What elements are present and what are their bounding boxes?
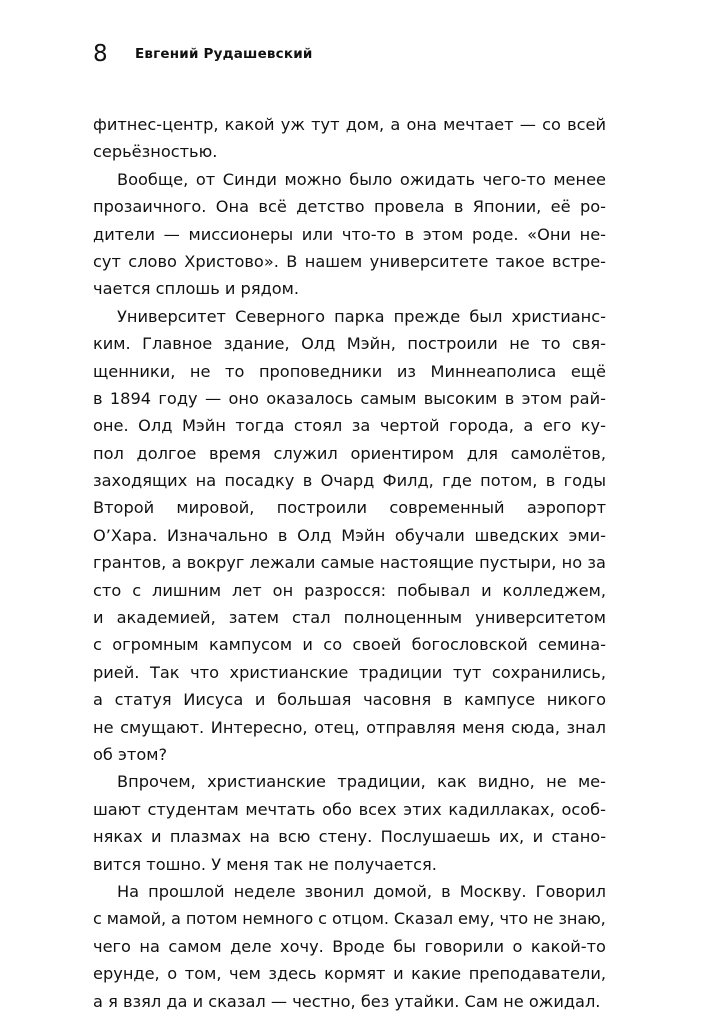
text-line: ерунде, о том, чем здесь кормят и какие преподаватели,: [93, 964, 606, 984]
text-line: об этом?: [93, 744, 168, 764]
text-line: оне. Олд Мэйн тогда стоял за чертой города, а его ку-: [93, 416, 606, 436]
paragraph-start-line: Впрочем, христианские традиции, как видно, не ме-: [117, 772, 606, 792]
running-header: [93, 40, 313, 68]
text-line: рией. Так что христианские традиции тут сохранились,: [93, 662, 606, 682]
text-line: няках и плазмах на всю стену. Послушаешь их, и стано-: [93, 827, 606, 847]
text-line: чего на самом деле хочу. Вроде бы говорили о какой-то: [93, 936, 606, 956]
text-line: в 1894 году — оно оказалось самым высоким в этом рай-: [93, 388, 606, 408]
body-text: [93, 111, 606, 1015]
text-line: чается сплошь и рядом.: [93, 279, 300, 299]
text-line: и академией, затем стал полноценным университетом: [93, 608, 606, 628]
text-line: шают студентам мечтать обо всех этих кадиллаках, особ-: [93, 799, 606, 819]
text-line: не смущают. Интересно, отец, отправляя меня сюда, знал: [93, 717, 606, 737]
text-line: ким. Главное здание, Олд Мэйн, построили не то свя-: [93, 334, 606, 354]
text-line: фитнес-центр, какой уж тут дом, а она мечтает — со всей: [93, 115, 606, 134]
text-line: а статуя Иисуса и большая часовня в кампусе никого: [93, 690, 606, 710]
paragraph-start-line: На прошлой неделе звонил домой, в Москву. Говорил: [117, 881, 606, 901]
text-line: сто с лишним лет он разросся: побывал и колледжем,: [93, 580, 606, 600]
text-line: О’Хара. Изначально в Олд Мэйн обучали шведских эми-: [93, 525, 606, 545]
text-line: а я взял да и сказал — честно, без утайки. Сам не ожидал.: [93, 991, 601, 1011]
page-number: 8: [93, 41, 108, 67]
text-line: Второй мировой, построили современный аэропорт: [93, 498, 606, 518]
text-line: с огромным кампусом и со своей богословской семина-: [93, 635, 606, 655]
text-line: серьёзностью.: [93, 142, 218, 162]
text-line: щенники, не то проповедники из Миннеаполиса ещё: [93, 361, 606, 381]
text-line: с мамой, а потом немного с отцом. Сказал ему, что не знаю,: [93, 909, 606, 929]
text-line: грантов, а вокруг лежали самые настоящие пустыри, но за: [93, 553, 606, 573]
paragraph-start-line: Университет Северного парка прежде был христианс-: [117, 306, 606, 326]
text-line: сут слово Христово». В нашем университете такое встре-: [93, 251, 606, 271]
text-line: прозаичного. Она всё детство провела в Японии, её ро-: [93, 197, 606, 217]
text-line: заходящих на посадку в Очард Филд, где потом, в годы: [93, 471, 606, 491]
paragraph-start-line: Вообще, от Синди можно было ожидать чего-то менее: [117, 169, 606, 189]
text-line: пол долгое время служил ориентиром для самолётов,: [93, 443, 606, 463]
author-name: Евгений Рудашевский: [135, 46, 313, 62]
text-line: дители — миссионеры или что-то в этом роде. «Они не-: [93, 224, 606, 244]
text-line: вится тошно. У меня так не получается.: [93, 854, 437, 874]
